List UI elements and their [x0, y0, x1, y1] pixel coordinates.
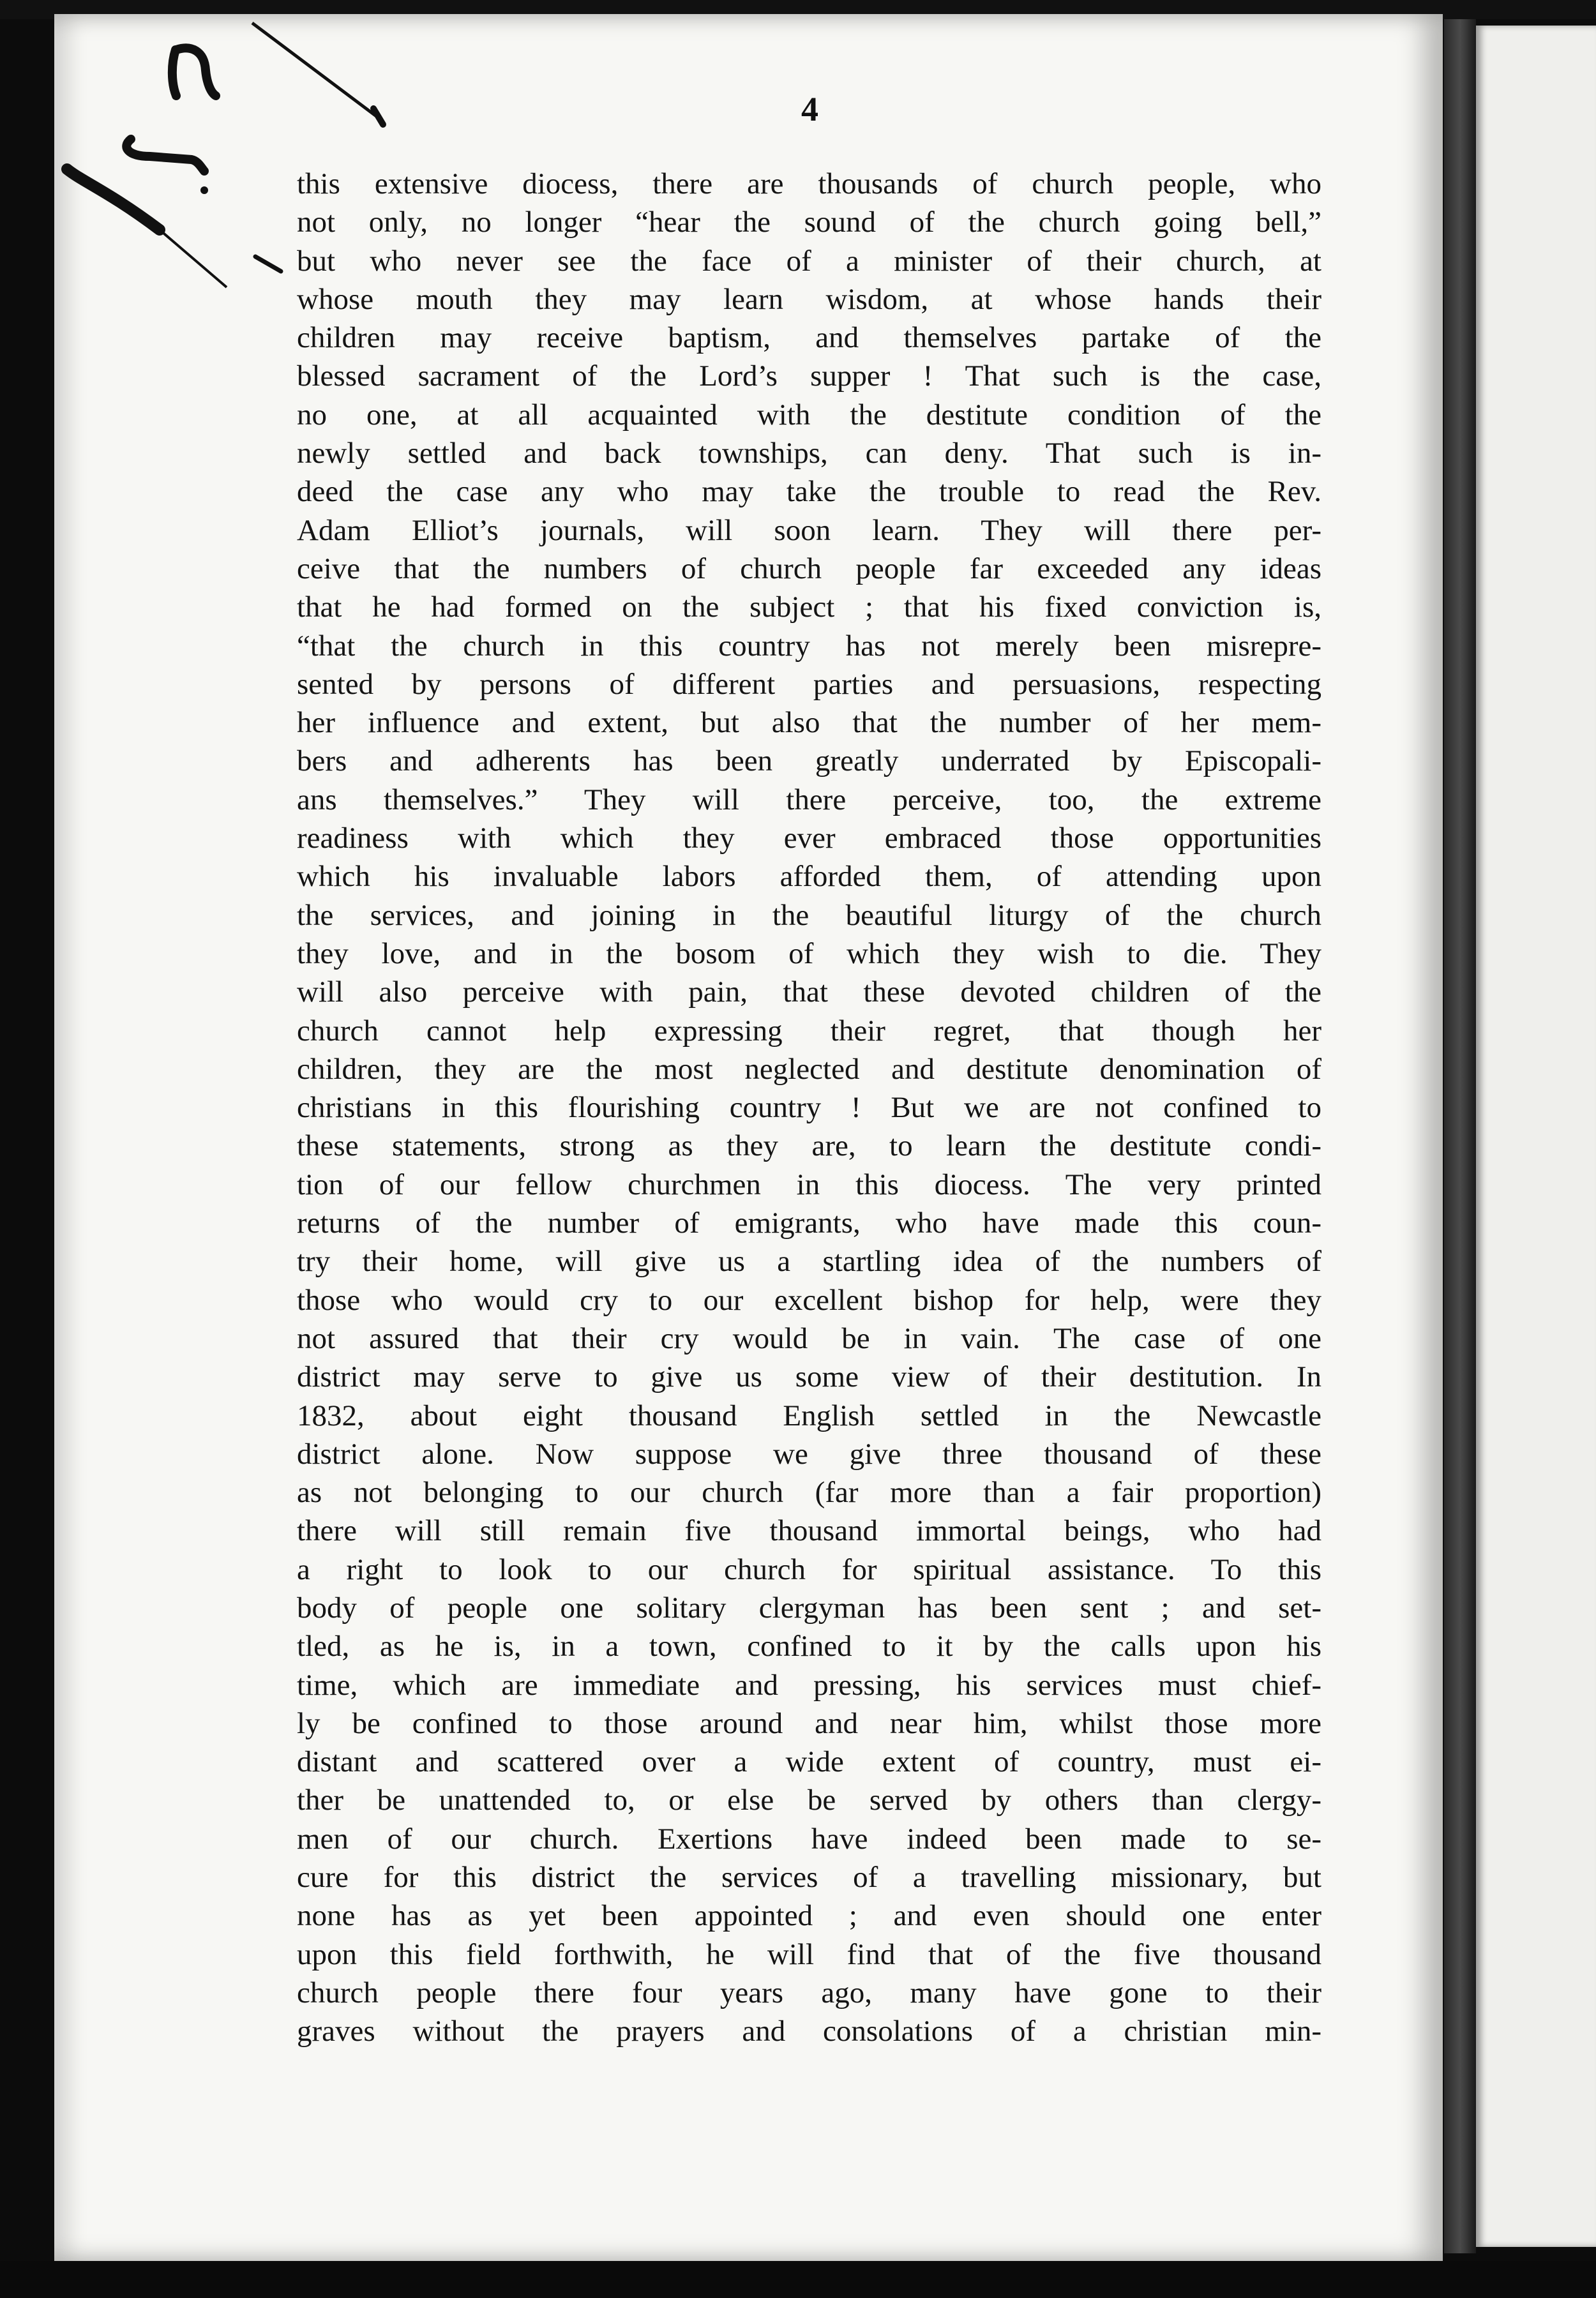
text-line: these statements, strong as they are, to learn the destitute condi-: [297, 1129, 1321, 1163]
text-line: a right to look to our church for spiritual assistance. To this: [297, 1552, 1321, 1586]
text-line: Adam Elliot’s journals, will soon learn. They will there per-: [297, 513, 1321, 547]
text-line: 1832, about eight thousand English settled in the Newcastle: [297, 1399, 1321, 1432]
text-line: body of people one solitary clergyman has been sent ; and set-: [297, 1591, 1321, 1625]
page-number: 4: [801, 90, 818, 128]
text-line: ans themselves.” They will there perceive, too, the extreme: [297, 783, 1321, 816]
text-line: blessed sacrament of the Lord’s supper ! That such is the case,: [297, 359, 1321, 393]
text-line: not assured that their cry would be in vain. The case of one: [297, 1321, 1321, 1355]
text-line: district alone. Now suppose we give three thousand of these: [297, 1437, 1321, 1471]
text-line: none has as yet been appointed ; and even should one enter: [297, 1899, 1321, 1933]
text-line: bers and adherents has been greatly underrated by Episcopali-: [297, 744, 1321, 778]
text-line: newly settled and back townships, can deny. That such is in-: [297, 437, 1321, 470]
text-line: tion of our fellow churchmen in this diocess. The very printed: [297, 1168, 1321, 1201]
text-line: deed the case any who may take the trouble to read the Rev.: [297, 475, 1321, 509]
text-line: they love, and in the bosom of which they wish to die. They: [297, 936, 1321, 970]
text-line: not only, no longer “hear the sound of the church going bell,”: [297, 206, 1321, 239]
text-line: but who never see the face of a minister of their church, at: [297, 244, 1321, 278]
text-line: upon this field forthwith, he will find that of the five thousand: [297, 1937, 1321, 1971]
text-line: the services, and joining in the beautiful liturgy of the church: [297, 898, 1321, 932]
text-line: time, which are immediate and pressing, his services must chief-: [297, 1668, 1321, 1702]
text-line: tled, as he is, in a town, confined to it by the calls upon his: [297, 1630, 1321, 1663]
text-line: as not belonging to our church (far more than a fair proportion): [297, 1476, 1321, 1510]
text-line: children, they are the most neglected and destitute denomination of: [297, 1052, 1321, 1086]
text-line: will also perceive with pain, that these devoted children of the: [297, 975, 1321, 1009]
text-line: this extensive diocess, there are thousands of church people, who: [297, 167, 1321, 200]
text-line: no one, at all acquainted with the destitute condition of the: [297, 398, 1321, 432]
text-line: distant and scattered over a wide extent of country, must ei-: [297, 1745, 1321, 1779]
text-line: graves without the prayers and consolations of a christian min-: [297, 2015, 1321, 2048]
text-line: children may receive baptism, and themselves partake of the: [297, 321, 1321, 355]
text-line: which his invaluable labors afforded them, of attending upon: [297, 860, 1321, 894]
text-line: men of our church. Exertions have indeed been made to se-: [297, 1822, 1321, 1856]
text-line: her influence and extent, but also that the number of her mem-: [297, 706, 1321, 740]
text-line: try their home, will give us a startling idea of the numbers of: [297, 1245, 1321, 1279]
text-line: christians in this flourishing country ! But we are not confined to: [297, 1091, 1321, 1125]
text-line: ly be confined to those around and near him, whilst those more: [297, 1706, 1321, 1740]
text-line: district may serve to give us some view of their destitution. In: [297, 1360, 1321, 1394]
text-line: ther be unattended to, or else be served by others than clergy-: [297, 1784, 1321, 1817]
text-line: readiness with which they ever embraced those opportunities: [297, 822, 1321, 855]
text-line: returns of the number of emigrants, who have made this coun-: [297, 1206, 1321, 1240]
text-line: “that the church in this country has not merely been misrepre-: [297, 629, 1321, 663]
scan-bottom-border: [0, 2261, 1596, 2298]
text-line: there will still remain five thousand immortal beings, who had: [297, 1514, 1321, 1548]
adjacent-page-edge: [1476, 26, 1596, 2247]
text-line: church people there four years ago, many have gone to their: [297, 1976, 1321, 2009]
text-line: sented by persons of different parties and persuasions, respecting: [297, 667, 1321, 701]
text-line: that he had formed on the subject ; that his fixed conviction is,: [297, 590, 1321, 624]
body-text: [297, 165, 1321, 2051]
page-gutter-edge: [1444, 19, 1476, 2253]
text-line: church cannot help expressing their regret, that though her: [297, 1014, 1321, 1048]
text-line: cure for this district the services of a travelling missionary, but: [297, 1861, 1321, 1895]
text-line: ceive that the numbers of church people far exceeded any ideas: [297, 552, 1321, 585]
text-line: those who would cry to our excellent bishop for help, were they: [297, 1283, 1321, 1317]
text-line: whose mouth they may learn wisdom, at whose hands their: [297, 282, 1321, 316]
